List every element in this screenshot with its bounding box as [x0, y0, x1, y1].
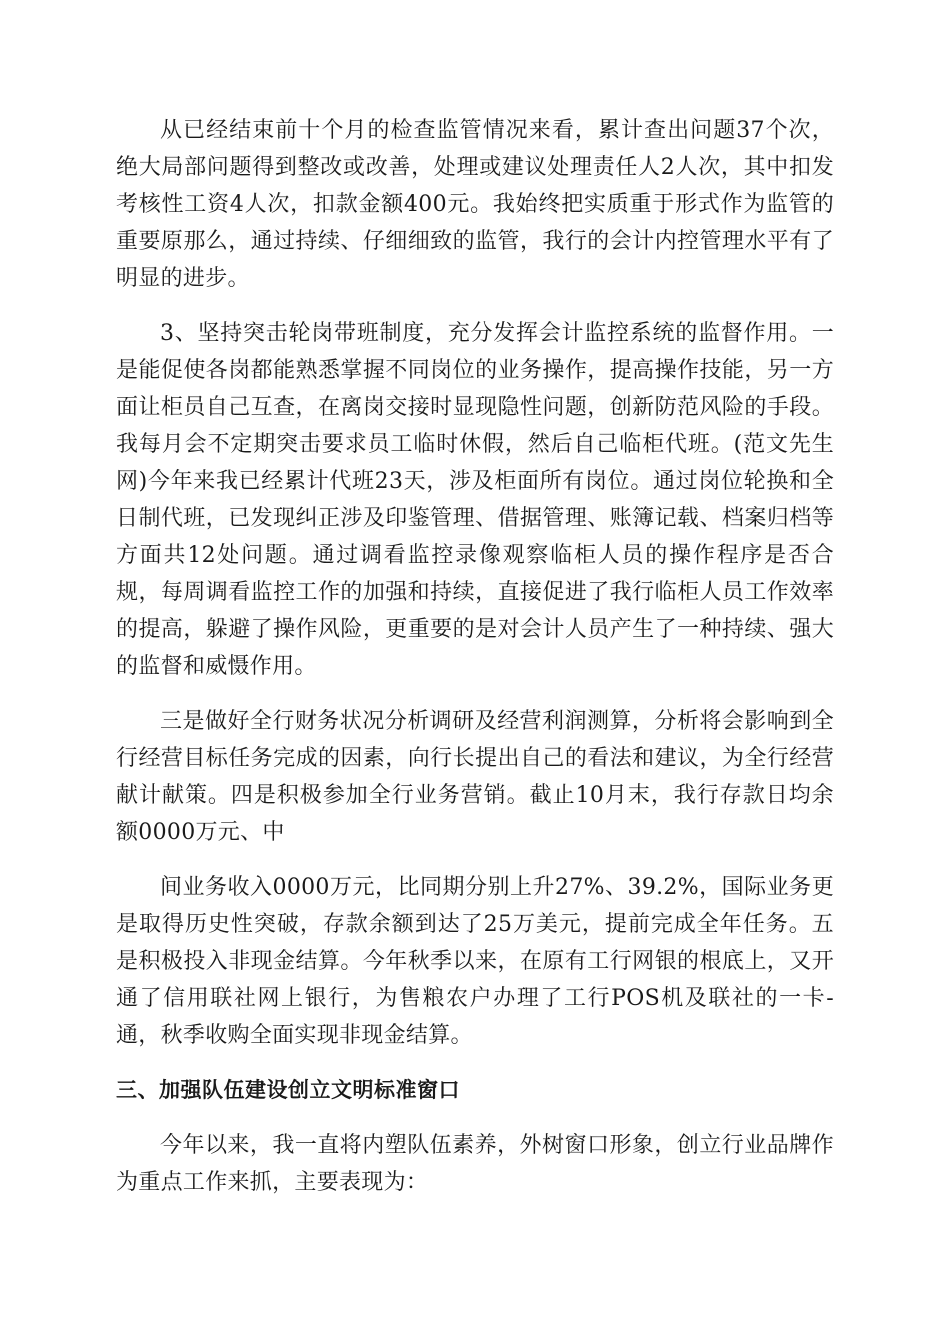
document-page	[116, 112, 834, 1219]
paragraph-team-building: 今年以来，我一直将内塑队伍素养，外树窗口形象，创立行业品牌作为重点工作来抓，主要表现为：	[116, 1133, 834, 1195]
paragraph-financial-analysis: 三是做好全行财务状况分析调研及经营利润测算，分析将会影响到全行经营目标任务完成的因素，向行长提出自己的看法和建议，为全行经营献计献策。四是积极参加全行业务营销。截止10月末，我行存款日均余额0000万元、中	[116, 709, 834, 845]
paragraph-rotation-system: 3、坚持突击轮岗带班制度，充分发挥会计监控系统的监督作用。一是能促使各岗都能熟悉掌握不同岗位的业务操作，提高操作技能，另一方面让柜员自己互查，在离岗交接时显现隐性问题，创新防范风险的手段。我每月会不定期突击要求员工临时休假，然后自己临柜代班。(范文先生网)今年来我已经累计代班23天，涉及柜面所有岗位。通过岗位轮换和全日制代班，已发现纠正涉及印鉴管理、借据管理、账簿记载、档案归档等方面共12处问题。通过调看监控录像观察临柜人员的操作程序是否合规，每周调看监控工作的加强和持续，直接促进了我行临柜人员工作效率的提高，躲避了操作风险，更重要的是对会计人员产生了一种持续、强大的监督和威慑作用。	[116, 321, 834, 679]
paragraph-business-income: 间业务收入0000万元，比同期分别上升27%、39.2%，国际业务更是取得历史性突破，存款余额到达了25万美元，提前完成全年任务。五是积极投入非现金结算。今年秋季以来，在原有工行网银的根底上，又开通了信用联社网上银行，为售粮农户办理了工行POS机及联社的一卡-通，秋季收购全面实现非现金结算。	[116, 875, 834, 1048]
section-heading: 三、加强队伍建设创立文明标准窗口	[116, 1078, 460, 1102]
paragraph-inspection-summary: 从已经结束前十个月的检查监管情况来看，累计查出问题37个次，绝大局部问题得到整改或改善，处理或建议处理责任人2人次，其中扣发考核性工资4人次，扣款金额400元。我始终把实质重于形式作为监管的重要原那么，通过持续、仔细细致的监管，我行的会计内控管理水平有了明显的进步。	[116, 118, 834, 291]
